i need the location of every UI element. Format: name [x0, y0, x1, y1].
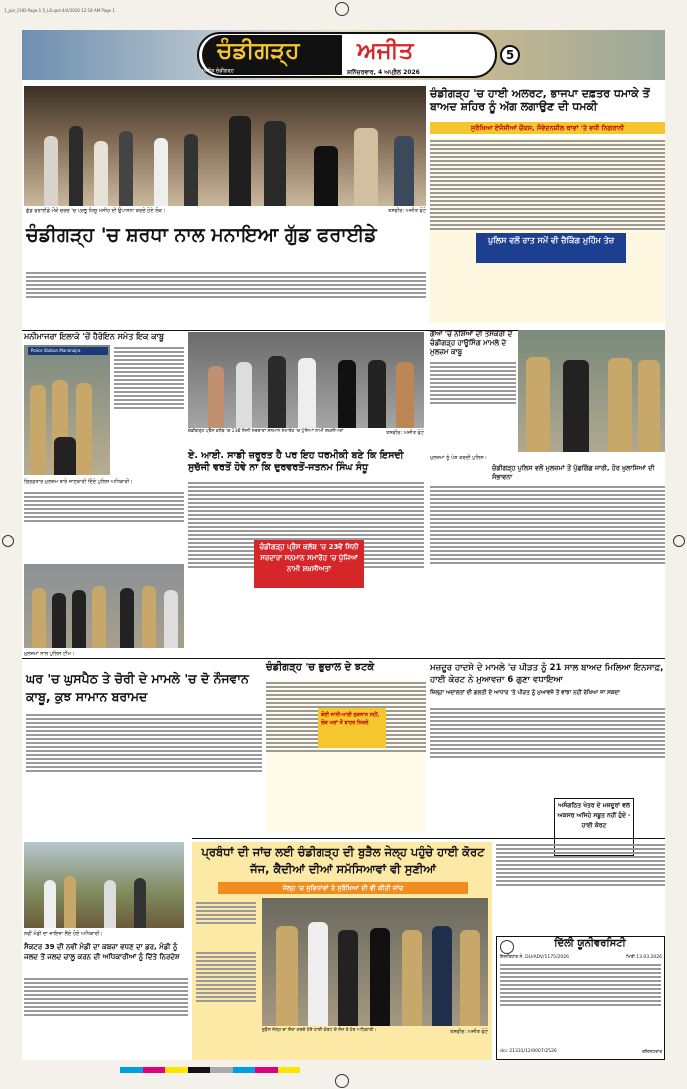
jail-body-2 [196, 950, 256, 1056]
goa-body [430, 360, 516, 452]
sector-39-body [24, 976, 188, 1058]
house-theft-headline: ਘਰ 'ਚ ਘੁਸਪੈਠ ਤੇ ਚੋਰੀ ਦੇ ਮਾਮਲੇ 'ਚ ਦੋ ਨੌਜਵਾਨ ਕਾਬੂ, ਕੁਝ ਸਾਮਾਨ ਬਰਾਮਦ [26, 671, 249, 704]
jail-body [196, 900, 256, 950]
jail-visit-photo [262, 898, 488, 1026]
manimajra-body [114, 345, 184, 475]
top-photo-credit: ਤਸਵੀਰ: ਅਜੀਤ ਫੋਟੋ [388, 208, 426, 214]
police-station-sign: Police Station Manimajra [28, 347, 108, 355]
color-bar [120, 1067, 300, 1073]
mazdoor-subhead: ਜ਼ਿਲ੍ਹਾ ਅਦਾਲਤਾਂ ਦੀ ਗਲਤੀ ਦੇ ਆਧਾਰ 'ਤੇ ਪੀੜਤ ਨੂੰ ਮੁਆਵਜ਼ੇ ਤੋਂ ਵਾਂਝਾ ਨਹੀਂ ਰੱਖਿਆ ਜਾ ਸਕਦਾ [430, 690, 620, 696]
ai-photo-credit: ਤਸਵੀਰ: ਅਜੀਤ ਫੋਟੋ [386, 430, 424, 436]
goa-arrest-photo [518, 330, 665, 452]
goa-caption: ਮੁਲਜ਼ਮਾਂ ਨੂੰ ਪੇਸ਼ ਕਰਦੀ ਪੁਲਿਸ। [430, 455, 488, 461]
registration-mark-bottom [335, 1074, 349, 1088]
university-title: ਦਿੱਲੀ ਯੂਨੀਵਰਸਿਟੀ [554, 938, 626, 949]
registration-mark-top [335, 2, 349, 16]
registration-mark-left [2, 535, 14, 547]
rule-3 [192, 838, 665, 839]
masthead-title-left: ਚੰਡੀਗੜ੍ਹ [217, 38, 300, 64]
mazdoor-headline: ਮਜ਼ਦੂਰ ਹਾਦਸੇ ਦੇ ਮਾਮਲੇ 'ਚ ਪੀੜਤ ਨੂੰ 21 ਸਾਲ ਬਾਅਦ ਮਿਲਿਆ ਇਨਸਾਫ਼, ਹਾਈ ਕੋਰਟ ਨੇ ਮੁਆਵਜ਼ਾ 6 ਗੁਣਾ ਵਧਾਇਆ [430, 663, 664, 685]
masthead-title-right: ਅਜੀਤ [357, 38, 414, 64]
page-number: 5 [500, 45, 520, 65]
press-club-box: ਚੰਡੀਗੜ੍ਹ ਪ੍ਰੈੱਸ ਕਲੱਬ 'ਚ 23ਵੇਂ ਸਿਨੀ ਸਰਦਾਰਾ ਸਨਮਾਨ ਸਮਾਰੋਹ 'ਚ ਪੁੱਜਿਆਂ ਨਾਮੀ ਸ਼ਖ਼ਸੀਅਤਾਂ [254, 540, 364, 588]
police-night-check-banner: ਪੁਲਿਸ ਵਲੋਂ ਰਾਤ ਸਮੇਂ ਵੀ ਚੈਕਿੰਗ ਮੁਹਿੰਮ ਤੇਜ਼ [476, 233, 626, 263]
good-friday-headline: ਚੰਡੀਗੜ੍ਹ 'ਚ ਸ਼ਰਧਾ ਨਾਲ ਮਨਾਇਆ ਗੁੱਡ ਫਰਾਈਡੇ [26, 224, 377, 246]
earthquake-headline: ਚੰਡੀਗੜ੍ਹ 'ਚ ਭੁਚਾਲ ਦੇ ਝਟਕੇ [266, 662, 375, 673]
rule-2 [22, 658, 665, 659]
ai-headline: ਏ. ਆਈ. ਸਾਡੀ ਜ਼ਰੂਰਤ ਹੈ ਪਰ ਇਹ ਧਰਮੀਕੀ ਬਣੇ ਕਿ ਇਸਦੀ ਸੁਚੱਜੀ ਵਰਤੋਂ ਹੋਵੇ ਨਾ ਕਿ ਦੁਰਵਰਤੋਂ-ਜਤਨਮ ਸਿੰਘ ਸੰਧੂ [188, 450, 404, 473]
jail-subhead: ਜੇਲ੍ਹ 'ਚ ਸੁਵਿਧਾਵਾਂ ਤੇ ਸੁਰੱਖਿਆ ਦੀ ਵੀ ਕੀਤੀ ਜਾਂਚ [218, 882, 468, 894]
arrest-photo-2-caption: ਮੁਲਜ਼ਮਾਂ ਨਾਲ ਪੁਲਿਸ ਟੀਮ। [24, 651, 75, 657]
registration-mark-right [673, 535, 685, 547]
university-registrar: ਰਜਿਸਟਰਾਰ [642, 1050, 662, 1055]
university-ad-date: ਮਿਤੀ 13.03.2026 [626, 955, 662, 960]
top-photo-caption: ਗੁੱਡ ਫਰਾਈਡੇ ਮੌਕੇ ਚਰਚ 'ਚ ਪ੍ਰਭੂ ਯਿਸੂ ਮਸੀਹ ਦੀ ਉਪਾਸਨਾ ਕਰਦੇ ਹੋਏ ਲੋਕ। [26, 208, 166, 214]
university-ad-number: ਇਸ਼ਤਿਹਾਰ ਨੰ. DU/ADV/1175/2026 [500, 955, 569, 960]
high-alert-body [430, 138, 665, 323]
house-theft-body [26, 712, 262, 832]
ai-event-photo [188, 332, 424, 428]
university-seal-icon [500, 940, 514, 954]
earthquake-inset: ਕੋਈ ਜਾਨੀ-ਮਾਲੀ ਨੁਕਸਾਨ ਨਹੀਂ, ਲੋਕ ਘਰਾਂ ਤੋਂ ਬਾਹਰ ਨਿਕਲੇ [318, 708, 386, 748]
university-footer-code: dcc 21331/12/0007/2526 [500, 1049, 557, 1054]
good-friday-body [26, 270, 426, 330]
goa-body-2 [430, 484, 665, 650]
university-ad-body [500, 962, 661, 1046]
jail-headline: ਪ੍ਰਬੰਧਾਂ ਦੀ ਜਾਂਚ ਲਈ ਚੰਡੀਗੜ੍ਹ ਦੀ ਬੁੜੈਲ ਜੇਲ੍ਹ ਪਹੁੰਚੇ ਹਾਈ ਕੋਰਟ ਜੱਜ, ਕੈਦੀਆਂ ਦੀਆਂ ਸਮੱਸਿਆਵਾਂ ਵੀ ਸੁਣੀਆਂ [201, 845, 485, 876]
masthead-date: ਸ਼ਨਿੱਚਰਵਾਰ, 4 ਅਪ੍ਰੈਲ 2026 [347, 69, 420, 76]
goa-subhead: ਚੰਡੀਗੜ੍ਹ ਪੁਲਿਸ ਵਲੋਂ ਮੁਲਜ਼ਮਾਂ ਤੋਂ ਪੁੱਛਗਿੱਛ ਜਾਰੀ, ਹੋਰ ਖੁਲਾਸਿਆਂ ਦੀ ਸੰਭਾਵਨਾ [492, 464, 655, 481]
ai-photo-caption: ਚੰਡੀਗੜ੍ਹ ਪ੍ਰੈੱਸ ਕਲੱਬ 'ਚ 23ਵੇਂ ਸਿਨੀ ਸਰਦਾਰਾ ਸਨਮਾਨ ਸਮਾਰੋਹ 'ਚ ਪੁੱਜਿਆਂ ਨਾਮੀ ਸ਼ਖ਼ਸੀਅਤਾਂ [188, 429, 344, 434]
earthquake-body [266, 680, 426, 832]
sector-39-headline: ਸੈਕਟਰ 39 ਦੀ ਨਵੀਂ ਮੰਡੀ ਦਾ ਕਬਜ਼ਾ ਵਧਣ ਦਾ ਡਰ, ਮੰਡੀ ਨੂੰ ਜਲਦ ਤੋਂ ਜਲਦ ਚਾਲੂ ਕਰਨ ਦੀ ਅਧਿਕਾਰੀਆਂ ਨੂੰ ਦਿੱਤੇ ਨਿਰਦੇਸ਼ [24, 943, 180, 961]
unorganised-workers-box: ਅਸੰਗਠਿਤ ਖੇਤਰ ਦੇ ਮਜ਼ਦੂਰਾਂ ਵਲ ਅਕਸਰ ਅਜਿਹੇ ਸਬੂਤ ਨਹੀਂ ਹੁੰਦੇ - ਹਾਈ ਕੋਰਟ [554, 798, 634, 856]
good-friday-photo [24, 86, 426, 206]
mazdoor-body-2 [496, 842, 665, 932]
jail-photo-credit: ਤਸਵੀਰ: ਅਜੀਤ ਫੋਟੋ [450, 1029, 488, 1035]
manimajra-body-2 [24, 490, 184, 560]
jail-photo-caption: ਬੁੜੈਲ ਜੇਲ੍ਹ ਦਾ ਦੌਰਾ ਕਰਦੇ ਹੋਏ ਹਾਈ ਕੋਰਟ ਦੇ ਜੱਜ ਤੇ ਹੋਰ ਅਧਿਕਾਰੀ। [262, 1028, 377, 1033]
manimajra-photo [24, 345, 110, 475]
goa-headline: ਗੋਆ 'ਚ ਨਸ਼ਿਆਂ ਦੀ ਤਸਕਰੀ ਦੇ ਚੰਡੀਗੜ੍ਹ ਹਾਊਸਿੰਗ ਮਾਮਲੇ ਦੇ ਮੁਲਜ਼ਮ ਕਾਬੂ [430, 330, 513, 356]
manimajra-caption: ਗ੍ਰਿਫ਼ਤਾਰ ਮੁਲਜ਼ਮ ਬਾਰੇ ਜਾਣਕਾਰੀ ਦਿੰਦੇ ਪੁਲਿਸ ਅਧਿਕਾਰੀ। [24, 479, 133, 485]
sector-39-photo [24, 842, 184, 928]
high-alert-headline: ਚੰਡੀਗੜ੍ਹ 'ਚ ਹਾਈ ਅਲਰਟ, ਭਾਜਪਾ ਦਫ਼ਤਰ ਧਮਾਕੇ ਤੋਂ ਬਾਅਦ ਸ਼ਹਿਰ ਨੂੰ ਅੱਗ ਲਗਾਉਣ ਦੀ ਧਮਕੀ [430, 87, 650, 113]
high-alert-subhead: ਸੁਰੱਖਿਆ ਏਜੰਸੀਆਂ ਚੌਕਸ, ਸੰਵੇਦਨਸ਼ੀਲ ਥਾਵਾਂ 'ਤੇ ਵਧੀ ਨਿਗਰਾਨੀ [430, 122, 665, 134]
print-slug: 1_par_CHD-Page-1-5_L8.qxd 4/4/2026 12:18 AM Page 1 [4, 8, 115, 13]
arrest-photo-2 [24, 564, 184, 648]
manimajra-headline: ਮਨੀਮਾਜਰਾ ਇਲਾਕੇ 'ਚੋਂ ਹੈਰੋਇਨ ਸਮੇਤ ਇਕ ਕਾਬੂ [24, 332, 165, 341]
newspaper-page [22, 30, 665, 1060]
masthead-subtitle: ਅਜੀਤ ਚੰਡੀਗੜ੍ਹ [202, 68, 234, 74]
sector-39-caption: ਨਵੀਂ ਮੰਡੀ ਦਾ ਜਾਇਜ਼ਾ ਲੈਂਦੇ ਹੋਏ ਅਧਿਕਾਰੀ। [24, 931, 103, 937]
